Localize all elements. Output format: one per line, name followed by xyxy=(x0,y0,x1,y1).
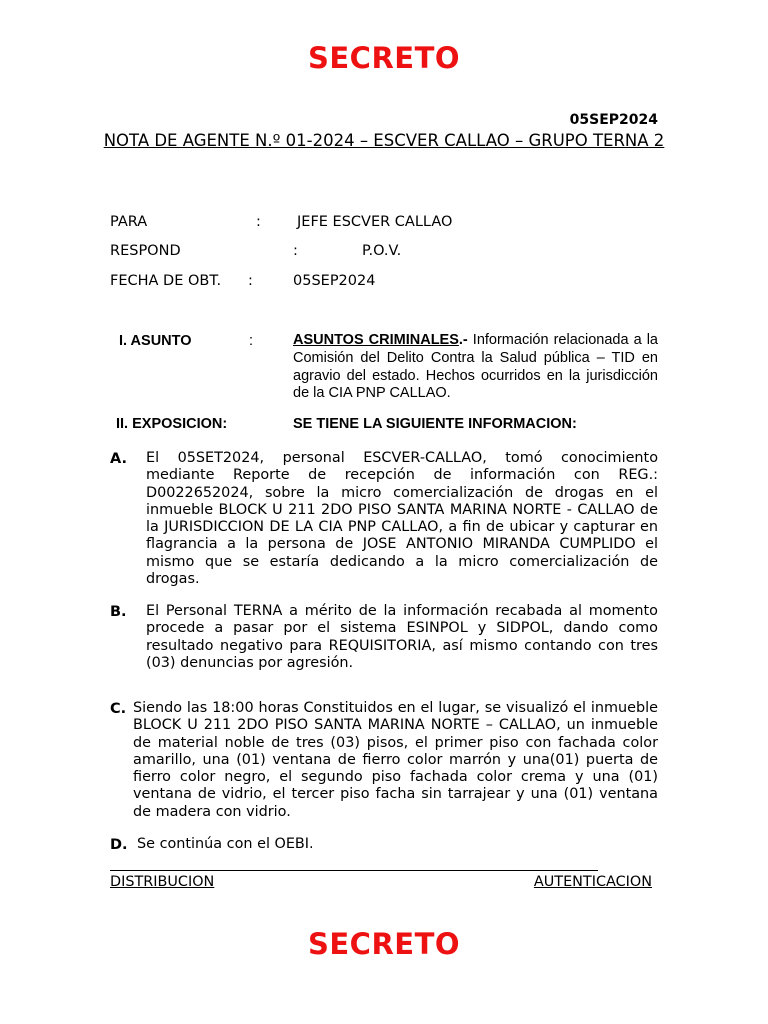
fecha-colon: : xyxy=(248,273,253,289)
asunto-text: Información relacionada a la Comisión del Delito Contra la Salud pública – TID en agravio del estado. Hechos ocurridos en la jurisdicción de la CIA PNP CALLAO. xyxy=(293,332,658,402)
classification-footer: SECRETO xyxy=(307,927,461,961)
respond-value: P.O.V. xyxy=(362,243,402,259)
distribucion-label: DISTRIBUCION xyxy=(110,874,215,890)
exposicion-label: II. EXPOSICION: xyxy=(116,416,228,432)
fecha-value: 05SEP2024 xyxy=(293,273,376,289)
respond-label: RESPOND xyxy=(110,243,181,259)
asunto-colon: : xyxy=(249,333,254,349)
para-label: PARA xyxy=(110,214,148,230)
paragraph-b-letter: B. xyxy=(110,604,127,620)
paragraph-b-text: El Personal TERNA a mérito de la información recabada al momento procede a pasar por el sistema ESINPOL y SIDPOL, dando como resultado negativo para REQUISITORIA, así mismo contando con tres (03) denuncias por agresión. xyxy=(146,603,658,671)
paragraph-a-letter: A. xyxy=(110,451,127,467)
respond-colon: : xyxy=(293,243,298,259)
asunto-dash: .- xyxy=(458,332,468,348)
autenticacion-label: AUTENTICACION xyxy=(533,874,652,890)
paragraph-c-text: Siendo las 18:00 horas Constituidos en el lugar, se visualizó el inmueble BLOCK U 211 2DO PISO SANTA MARINA NORTE – CALLAO, un inmueble de material noble de tres (03) pisos, el primer piso con fachada color amarillo, una (01) ventana de fierro color marrón y una(01) puerta de fierro color negro, el segundo piso fachada color crema y una (01) ventana de vidrio, el tercer piso facha sin tarrajear y una (01) ventana de madera con vidrio. xyxy=(133,700,658,820)
signature-divider xyxy=(110,870,598,871)
para-colon: : xyxy=(256,214,261,230)
asunto-label: I. ASUNTO xyxy=(119,333,192,349)
para-value: JEFE ESCVER CALLAO xyxy=(297,214,453,230)
asunto-body xyxy=(293,332,658,403)
paragraph-a-text: El 05SET2024, personal ESCVER-CALLAO, tomó conocimiento mediante Reporte de recepción de información con REG.: D0022652024, sobre la micro comercialización de drogas en el inmueble BLOCK U 211 2DO PISO SANTA MARINA NORTE - CALLAO de la JURISDICCION DE LA CIA PNP CALLAO, a fin de ubicar y capturar en flagrancia a la persona de JOSE ANTONIO MIRANDA CUMPLIDO el mismo que se estaría dedicando a la micro comercialización de drogas. xyxy=(146,450,658,588)
document-date: 05SEP2024 xyxy=(569,112,658,128)
classification-header: SECRETO xyxy=(307,41,461,75)
asunto-heading: ASUNTOS CRIMINALES xyxy=(293,332,459,348)
paragraph-d-letter: D. xyxy=(110,837,128,853)
paragraph-d-text: Se continúa con el OEBI. xyxy=(137,836,314,852)
document-title: NOTA DE AGENTE N.º 01-2024 – ESCVER CALLAO – GRUPO TERNA 2 xyxy=(103,131,665,150)
exposicion-value: SE TIENE LA SIGUIENTE INFORMACION: xyxy=(293,416,577,432)
fecha-label: FECHA DE OBT. xyxy=(110,273,222,289)
paragraph-c-letter: C. xyxy=(110,701,127,717)
